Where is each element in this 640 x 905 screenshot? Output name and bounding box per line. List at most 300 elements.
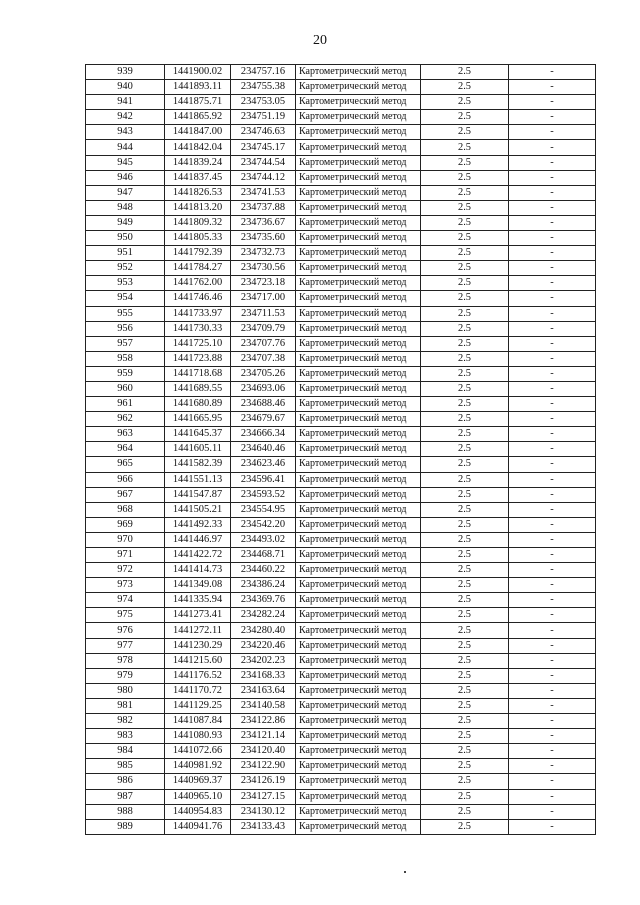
method-cell: Картометрический метод bbox=[296, 578, 421, 593]
method-cell: Картометрический метод bbox=[296, 261, 421, 276]
table-row bbox=[86, 291, 596, 306]
accuracy-cell: 2.5 bbox=[421, 80, 509, 95]
y-coordinate-cell: 234554.95 bbox=[231, 502, 296, 517]
x-coordinate-cell: 1441865.92 bbox=[165, 110, 231, 125]
point-number-cell: 949 bbox=[86, 215, 165, 230]
y-coordinate-cell: 234133.43 bbox=[231, 819, 296, 834]
x-coordinate-cell: 1441723.88 bbox=[165, 351, 231, 366]
accuracy-cell: 2.5 bbox=[421, 683, 509, 698]
y-coordinate-cell: 234745.17 bbox=[231, 140, 296, 155]
description-cell: - bbox=[509, 638, 596, 653]
method-cell: Картометрический метод bbox=[296, 789, 421, 804]
x-coordinate-cell: 1441813.20 bbox=[165, 200, 231, 215]
accuracy-cell: 2.5 bbox=[421, 457, 509, 472]
accuracy-cell: 2.5 bbox=[421, 532, 509, 547]
method-cell: Картометрический метод bbox=[296, 336, 421, 351]
method-cell: Картометрический метод bbox=[296, 517, 421, 532]
description-cell: - bbox=[509, 336, 596, 351]
accuracy-cell: 2.5 bbox=[421, 291, 509, 306]
y-coordinate-cell: 234280.40 bbox=[231, 623, 296, 638]
x-coordinate-cell: 1441547.87 bbox=[165, 487, 231, 502]
accuracy-cell: 2.5 bbox=[421, 442, 509, 457]
x-coordinate-cell: 1441170.72 bbox=[165, 683, 231, 698]
point-number-cell: 948 bbox=[86, 200, 165, 215]
y-coordinate-cell: 234369.76 bbox=[231, 593, 296, 608]
accuracy-cell: 2.5 bbox=[421, 231, 509, 246]
method-cell: Картометрический метод bbox=[296, 291, 421, 306]
description-cell: - bbox=[509, 548, 596, 563]
method-cell: Картометрический метод bbox=[296, 683, 421, 698]
point-number-cell: 960 bbox=[86, 381, 165, 396]
y-coordinate-cell: 234282.24 bbox=[231, 608, 296, 623]
x-coordinate-cell: 1440981.92 bbox=[165, 759, 231, 774]
x-coordinate-cell: 1441680.89 bbox=[165, 397, 231, 412]
y-coordinate-cell: 234468.71 bbox=[231, 548, 296, 563]
point-number-cell: 970 bbox=[86, 532, 165, 547]
y-coordinate-cell: 234732.73 bbox=[231, 246, 296, 261]
table-row bbox=[86, 246, 596, 261]
table-row bbox=[86, 683, 596, 698]
description-cell: - bbox=[509, 215, 596, 230]
x-coordinate-cell: 1441725.10 bbox=[165, 336, 231, 351]
point-number-cell: 988 bbox=[86, 804, 165, 819]
point-number-cell: 940 bbox=[86, 80, 165, 95]
method-cell: Картометрический метод bbox=[296, 140, 421, 155]
x-coordinate-cell: 1441551.13 bbox=[165, 472, 231, 487]
x-coordinate-cell: 1441273.41 bbox=[165, 608, 231, 623]
description-cell: - bbox=[509, 200, 596, 215]
method-cell: Картометрический метод bbox=[296, 819, 421, 834]
method-cell: Картометрический метод bbox=[296, 95, 421, 110]
description-cell: - bbox=[509, 578, 596, 593]
x-coordinate-cell: 1441272.11 bbox=[165, 623, 231, 638]
accuracy-cell: 2.5 bbox=[421, 578, 509, 593]
table-row bbox=[86, 698, 596, 713]
accuracy-cell: 2.5 bbox=[421, 668, 509, 683]
table-row bbox=[86, 306, 596, 321]
table-row bbox=[86, 457, 596, 472]
x-coordinate-cell: 1441730.33 bbox=[165, 321, 231, 336]
accuracy-cell: 2.5 bbox=[421, 321, 509, 336]
point-number-cell: 959 bbox=[86, 366, 165, 381]
method-cell: Картометрический метод bbox=[296, 548, 421, 563]
table-row bbox=[86, 351, 596, 366]
method-cell: Картометрический метод bbox=[296, 200, 421, 215]
method-cell: Картометрический метод bbox=[296, 185, 421, 200]
accuracy-cell: 2.5 bbox=[421, 110, 509, 125]
table-row bbox=[86, 321, 596, 336]
table-row bbox=[86, 819, 596, 834]
point-number-cell: 983 bbox=[86, 729, 165, 744]
method-cell: Картометрический метод bbox=[296, 397, 421, 412]
x-coordinate-cell: 1441072.66 bbox=[165, 744, 231, 759]
point-number-cell: 976 bbox=[86, 623, 165, 638]
method-cell: Картометрический метод bbox=[296, 744, 421, 759]
method-cell: Картометрический метод bbox=[296, 366, 421, 381]
accuracy-cell: 2.5 bbox=[421, 366, 509, 381]
description-cell: - bbox=[509, 427, 596, 442]
y-coordinate-cell: 234737.88 bbox=[231, 200, 296, 215]
y-coordinate-cell: 234707.38 bbox=[231, 351, 296, 366]
point-number-cell: 953 bbox=[86, 276, 165, 291]
description-cell: - bbox=[509, 412, 596, 427]
x-coordinate-cell: 1441875.71 bbox=[165, 95, 231, 110]
page-number: 20 bbox=[313, 33, 327, 48]
point-number-cell: 956 bbox=[86, 321, 165, 336]
table-row bbox=[86, 623, 596, 638]
description-cell: - bbox=[509, 532, 596, 547]
table-row bbox=[86, 110, 596, 125]
table-row bbox=[86, 563, 596, 578]
point-number-cell: 975 bbox=[86, 608, 165, 623]
accuracy-cell: 2.5 bbox=[421, 804, 509, 819]
description-cell: - bbox=[509, 593, 596, 608]
description-cell: - bbox=[509, 65, 596, 80]
table-row bbox=[86, 215, 596, 230]
description-cell: - bbox=[509, 95, 596, 110]
method-cell: Картометрический метод bbox=[296, 668, 421, 683]
y-coordinate-cell: 234220.46 bbox=[231, 638, 296, 653]
method-cell: Картометрический метод bbox=[296, 442, 421, 457]
y-coordinate-cell: 234666.34 bbox=[231, 427, 296, 442]
description-cell: - bbox=[509, 759, 596, 774]
x-coordinate-cell: 1441349.08 bbox=[165, 578, 231, 593]
y-coordinate-cell: 234736.67 bbox=[231, 215, 296, 230]
accuracy-cell: 2.5 bbox=[421, 215, 509, 230]
description-cell: - bbox=[509, 80, 596, 95]
y-coordinate-cell: 234693.06 bbox=[231, 381, 296, 396]
table-row bbox=[86, 170, 596, 185]
point-number-cell: 987 bbox=[86, 789, 165, 804]
y-coordinate-cell: 234735.60 bbox=[231, 231, 296, 246]
point-number-cell: 967 bbox=[86, 487, 165, 502]
y-coordinate-cell: 234623.46 bbox=[231, 457, 296, 472]
y-coordinate-cell: 234717.00 bbox=[231, 291, 296, 306]
accuracy-cell: 2.5 bbox=[421, 397, 509, 412]
table-row bbox=[86, 548, 596, 563]
method-cell: Картометрический метод bbox=[296, 608, 421, 623]
description-cell: - bbox=[509, 125, 596, 140]
accuracy-cell: 2.5 bbox=[421, 789, 509, 804]
method-cell: Картометрический метод bbox=[296, 427, 421, 442]
point-number-cell: 964 bbox=[86, 442, 165, 457]
method-cell: Картометрический метод bbox=[296, 351, 421, 366]
method-cell: Картометрический метод bbox=[296, 729, 421, 744]
table-row bbox=[86, 593, 596, 608]
point-number-cell: 943 bbox=[86, 125, 165, 140]
table-row bbox=[86, 472, 596, 487]
y-coordinate-cell: 234688.46 bbox=[231, 397, 296, 412]
x-coordinate-cell: 1441446.97 bbox=[165, 532, 231, 547]
y-coordinate-cell: 234640.46 bbox=[231, 442, 296, 457]
accuracy-cell: 2.5 bbox=[421, 140, 509, 155]
point-number-cell: 968 bbox=[86, 502, 165, 517]
description-cell: - bbox=[509, 698, 596, 713]
description-cell: - bbox=[509, 185, 596, 200]
y-coordinate-cell: 234707.76 bbox=[231, 336, 296, 351]
description-cell: - bbox=[509, 397, 596, 412]
table-row bbox=[86, 65, 596, 80]
description-cell: - bbox=[509, 276, 596, 291]
accuracy-cell: 2.5 bbox=[421, 487, 509, 502]
accuracy-cell: 2.5 bbox=[421, 427, 509, 442]
point-number-cell: 981 bbox=[86, 698, 165, 713]
x-coordinate-cell: 1441809.32 bbox=[165, 215, 231, 230]
accuracy-cell: 2.5 bbox=[421, 170, 509, 185]
table-row bbox=[86, 155, 596, 170]
coordinates-table bbox=[85, 64, 596, 835]
table-body bbox=[86, 65, 596, 835]
y-coordinate-cell: 234130.12 bbox=[231, 804, 296, 819]
x-coordinate-cell: 1441733.97 bbox=[165, 306, 231, 321]
y-coordinate-cell: 234168.33 bbox=[231, 668, 296, 683]
method-cell: Картометрический метод bbox=[296, 714, 421, 729]
x-coordinate-cell: 1441176.52 bbox=[165, 668, 231, 683]
table-row bbox=[86, 412, 596, 427]
accuracy-cell: 2.5 bbox=[421, 759, 509, 774]
method-cell: Картометрический метод bbox=[296, 65, 421, 80]
x-coordinate-cell: 1441839.24 bbox=[165, 155, 231, 170]
table-row bbox=[86, 759, 596, 774]
description-cell: - bbox=[509, 306, 596, 321]
table-row bbox=[86, 578, 596, 593]
point-number-cell: 971 bbox=[86, 548, 165, 563]
point-number-cell: 945 bbox=[86, 155, 165, 170]
table-row bbox=[86, 729, 596, 744]
method-cell: Картометрический метод bbox=[296, 110, 421, 125]
description-cell: - bbox=[509, 608, 596, 623]
accuracy-cell: 2.5 bbox=[421, 276, 509, 291]
description-cell: - bbox=[509, 804, 596, 819]
accuracy-cell: 2.5 bbox=[421, 502, 509, 517]
point-number-cell: 978 bbox=[86, 653, 165, 668]
method-cell: Картометрический метод bbox=[296, 457, 421, 472]
x-coordinate-cell: 1441893.11 bbox=[165, 80, 231, 95]
x-coordinate-cell: 1440954.83 bbox=[165, 804, 231, 819]
point-number-cell: 966 bbox=[86, 472, 165, 487]
x-coordinate-cell: 1441414.73 bbox=[165, 563, 231, 578]
table-row bbox=[86, 140, 596, 155]
method-cell: Картометрический метод bbox=[296, 698, 421, 713]
y-coordinate-cell: 234126.19 bbox=[231, 774, 296, 789]
accuracy-cell: 2.5 bbox=[421, 185, 509, 200]
y-coordinate-cell: 234163.64 bbox=[231, 683, 296, 698]
x-coordinate-cell: 1441080.93 bbox=[165, 729, 231, 744]
method-cell: Картометрический метод bbox=[296, 155, 421, 170]
accuracy-cell: 2.5 bbox=[421, 608, 509, 623]
x-coordinate-cell: 1440965.10 bbox=[165, 789, 231, 804]
description-cell: - bbox=[509, 231, 596, 246]
point-number-cell: 974 bbox=[86, 593, 165, 608]
method-cell: Картометрический метод bbox=[296, 759, 421, 774]
description-cell: - bbox=[509, 381, 596, 396]
accuracy-cell: 2.5 bbox=[421, 261, 509, 276]
description-cell: - bbox=[509, 517, 596, 532]
x-coordinate-cell: 1441665.95 bbox=[165, 412, 231, 427]
x-coordinate-cell: 1440941.76 bbox=[165, 819, 231, 834]
point-number-cell: 952 bbox=[86, 261, 165, 276]
y-coordinate-cell: 234730.56 bbox=[231, 261, 296, 276]
table-row bbox=[86, 714, 596, 729]
table-row bbox=[86, 804, 596, 819]
table-row bbox=[86, 125, 596, 140]
description-cell: - bbox=[509, 729, 596, 744]
table-row bbox=[86, 200, 596, 215]
description-cell: - bbox=[509, 819, 596, 834]
y-coordinate-cell: 234705.26 bbox=[231, 366, 296, 381]
table-row bbox=[86, 381, 596, 396]
accuracy-cell: 2.5 bbox=[421, 563, 509, 578]
x-coordinate-cell: 1441087.84 bbox=[165, 714, 231, 729]
description-cell: - bbox=[509, 683, 596, 698]
description-cell: - bbox=[509, 110, 596, 125]
accuracy-cell: 2.5 bbox=[421, 774, 509, 789]
accuracy-cell: 2.5 bbox=[421, 306, 509, 321]
table-row bbox=[86, 80, 596, 95]
table-row bbox=[86, 608, 596, 623]
description-cell: - bbox=[509, 623, 596, 638]
method-cell: Картометрический метод bbox=[296, 306, 421, 321]
description-cell: - bbox=[509, 502, 596, 517]
method-cell: Картометрический метод bbox=[296, 472, 421, 487]
y-coordinate-cell: 234542.20 bbox=[231, 517, 296, 532]
method-cell: Картометрический метод bbox=[296, 321, 421, 336]
table-row bbox=[86, 185, 596, 200]
y-coordinate-cell: 234122.86 bbox=[231, 714, 296, 729]
method-cell: Картометрический метод bbox=[296, 804, 421, 819]
accuracy-cell: 2.5 bbox=[421, 517, 509, 532]
accuracy-cell: 2.5 bbox=[421, 714, 509, 729]
description-cell: - bbox=[509, 487, 596, 502]
accuracy-cell: 2.5 bbox=[421, 125, 509, 140]
accuracy-cell: 2.5 bbox=[421, 698, 509, 713]
accuracy-cell: 2.5 bbox=[421, 412, 509, 427]
point-number-cell: 986 bbox=[86, 774, 165, 789]
point-number-cell: 950 bbox=[86, 231, 165, 246]
description-cell: - bbox=[509, 653, 596, 668]
y-coordinate-cell: 234593.52 bbox=[231, 487, 296, 502]
y-coordinate-cell: 234679.67 bbox=[231, 412, 296, 427]
point-number-cell: 942 bbox=[86, 110, 165, 125]
point-number-cell: 969 bbox=[86, 517, 165, 532]
y-coordinate-cell: 234757.16 bbox=[231, 65, 296, 80]
x-coordinate-cell: 1441842.04 bbox=[165, 140, 231, 155]
x-coordinate-cell: 1441805.33 bbox=[165, 231, 231, 246]
point-number-cell: 984 bbox=[86, 744, 165, 759]
method-cell: Картометрический метод bbox=[296, 563, 421, 578]
method-cell: Картометрический метод bbox=[296, 125, 421, 140]
description-cell: - bbox=[509, 261, 596, 276]
x-coordinate-cell: 1441492.33 bbox=[165, 517, 231, 532]
method-cell: Картометрический метод bbox=[296, 487, 421, 502]
table-row bbox=[86, 668, 596, 683]
y-coordinate-cell: 234122.90 bbox=[231, 759, 296, 774]
x-coordinate-cell: 1440969.37 bbox=[165, 774, 231, 789]
accuracy-cell: 2.5 bbox=[421, 623, 509, 638]
description-cell: - bbox=[509, 140, 596, 155]
point-number-cell: 973 bbox=[86, 578, 165, 593]
point-number-cell: 946 bbox=[86, 170, 165, 185]
accuracy-cell: 2.5 bbox=[421, 729, 509, 744]
x-coordinate-cell: 1441582.39 bbox=[165, 457, 231, 472]
y-coordinate-cell: 234755.38 bbox=[231, 80, 296, 95]
point-number-cell: 962 bbox=[86, 412, 165, 427]
description-cell: - bbox=[509, 155, 596, 170]
description-cell: - bbox=[509, 442, 596, 457]
y-coordinate-cell: 234596.41 bbox=[231, 472, 296, 487]
point-number-cell: 972 bbox=[86, 563, 165, 578]
x-coordinate-cell: 1441605.11 bbox=[165, 442, 231, 457]
point-number-cell: 941 bbox=[86, 95, 165, 110]
y-coordinate-cell: 234744.12 bbox=[231, 170, 296, 185]
point-number-cell: 947 bbox=[86, 185, 165, 200]
x-coordinate-cell: 1441847.00 bbox=[165, 125, 231, 140]
method-cell: Картометрический метод bbox=[296, 381, 421, 396]
table-row bbox=[86, 442, 596, 457]
y-coordinate-cell: 234202.23 bbox=[231, 653, 296, 668]
y-coordinate-cell: 234140.58 bbox=[231, 698, 296, 713]
x-coordinate-cell: 1441230.29 bbox=[165, 638, 231, 653]
y-coordinate-cell: 234493.02 bbox=[231, 532, 296, 547]
table-row bbox=[86, 366, 596, 381]
description-cell: - bbox=[509, 457, 596, 472]
method-cell: Картометрический метод bbox=[296, 231, 421, 246]
x-coordinate-cell: 1441215.60 bbox=[165, 653, 231, 668]
y-coordinate-cell: 234753.05 bbox=[231, 95, 296, 110]
y-coordinate-cell: 234386.24 bbox=[231, 578, 296, 593]
description-cell: - bbox=[509, 563, 596, 578]
point-number-cell: 989 bbox=[86, 819, 165, 834]
point-number-cell: 957 bbox=[86, 336, 165, 351]
table-row bbox=[86, 532, 596, 547]
x-coordinate-cell: 1441335.94 bbox=[165, 593, 231, 608]
x-coordinate-cell: 1441762.00 bbox=[165, 276, 231, 291]
y-coordinate-cell: 234744.54 bbox=[231, 155, 296, 170]
table-row bbox=[86, 517, 596, 532]
accuracy-cell: 2.5 bbox=[421, 548, 509, 563]
table-row bbox=[86, 638, 596, 653]
accuracy-cell: 2.5 bbox=[421, 381, 509, 396]
point-number-cell: 944 bbox=[86, 140, 165, 155]
accuracy-cell: 2.5 bbox=[421, 65, 509, 80]
point-number-cell: 955 bbox=[86, 306, 165, 321]
point-number-cell: 985 bbox=[86, 759, 165, 774]
x-coordinate-cell: 1441645.37 bbox=[165, 427, 231, 442]
table-row bbox=[86, 487, 596, 502]
description-cell: - bbox=[509, 668, 596, 683]
method-cell: Картометрический метод bbox=[296, 502, 421, 517]
y-coordinate-cell: 234711.53 bbox=[231, 306, 296, 321]
x-coordinate-cell: 1441792.39 bbox=[165, 246, 231, 261]
table-row bbox=[86, 789, 596, 804]
stray-mark bbox=[404, 871, 406, 873]
y-coordinate-cell: 234723.18 bbox=[231, 276, 296, 291]
point-number-cell: 963 bbox=[86, 427, 165, 442]
description-cell: - bbox=[509, 744, 596, 759]
y-coordinate-cell: 234741.53 bbox=[231, 185, 296, 200]
x-coordinate-cell: 1441746.46 bbox=[165, 291, 231, 306]
method-cell: Картометрический метод bbox=[296, 246, 421, 261]
description-cell: - bbox=[509, 351, 596, 366]
accuracy-cell: 2.5 bbox=[421, 95, 509, 110]
point-number-cell: 965 bbox=[86, 457, 165, 472]
accuracy-cell: 2.5 bbox=[421, 336, 509, 351]
method-cell: Картометрический метод bbox=[296, 170, 421, 185]
accuracy-cell: 2.5 bbox=[421, 155, 509, 170]
x-coordinate-cell: 1441422.72 bbox=[165, 548, 231, 563]
method-cell: Картометрический метод bbox=[296, 215, 421, 230]
description-cell: - bbox=[509, 321, 596, 336]
